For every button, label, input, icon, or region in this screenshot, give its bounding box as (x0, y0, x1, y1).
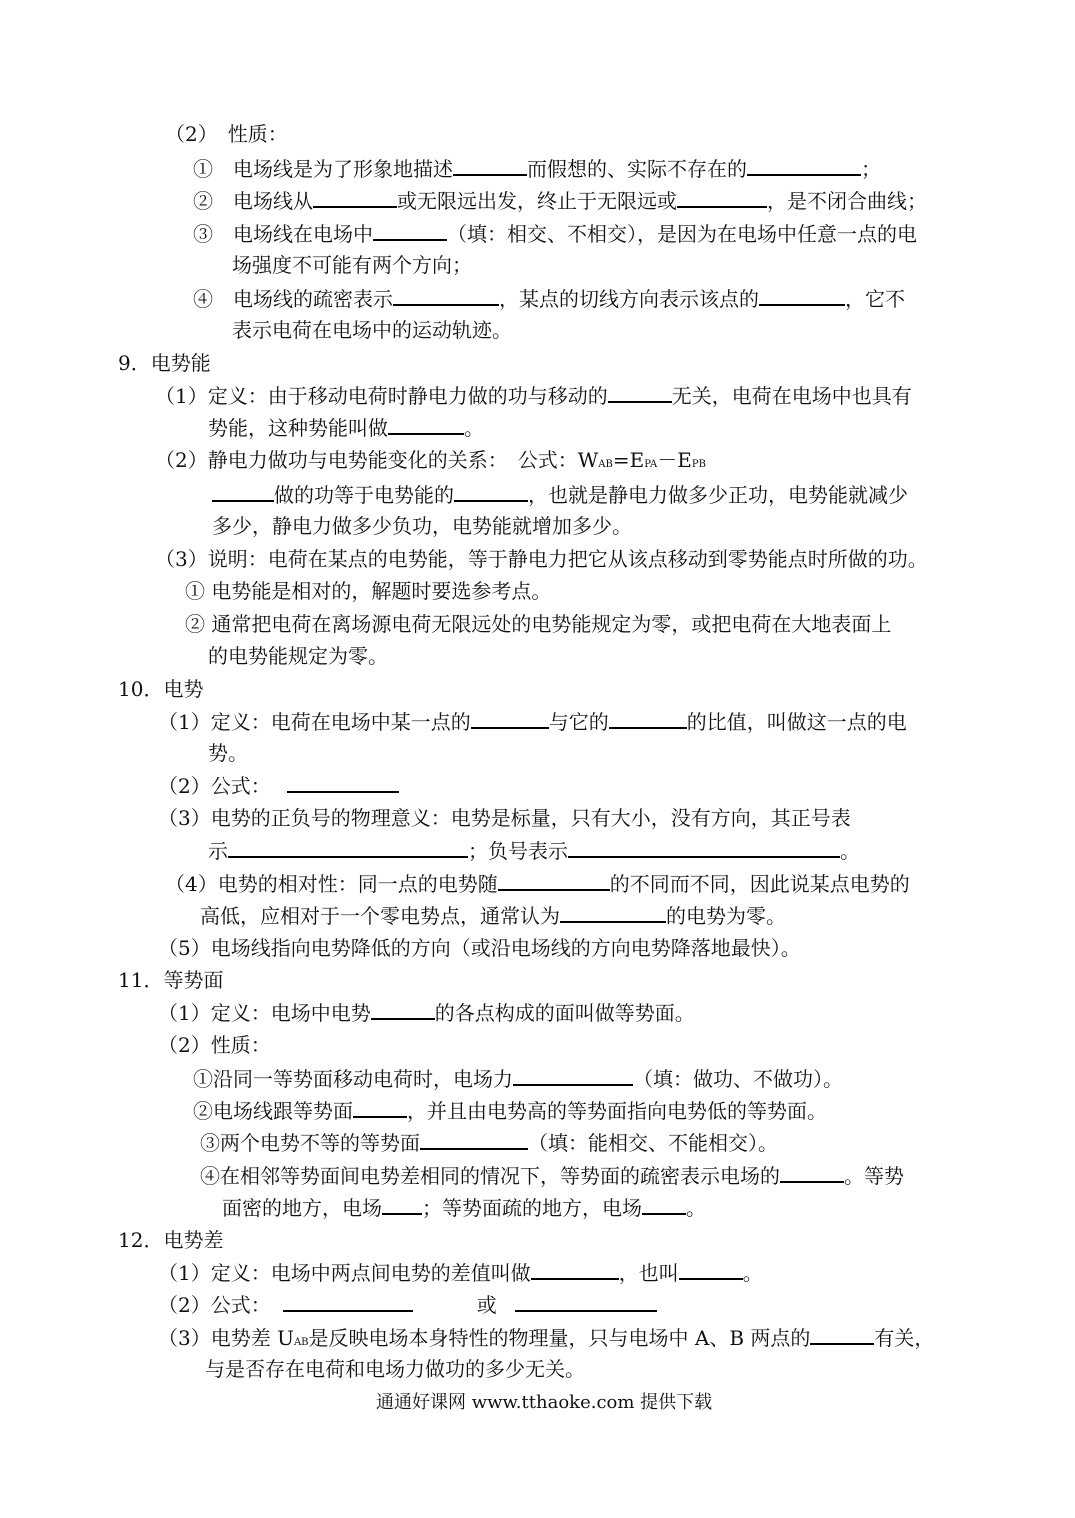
blank (212, 480, 274, 502)
s8-item-3: ③ 电场线在电场中 （填：相交、不相交），是因为在电场中任意一点的电 (193, 219, 917, 247)
s9-note-item-2: ② 通常把电荷在离场源电荷无限远处的电势能规定为零，或把电荷在大地表面上 (185, 612, 892, 636)
s12-title: 12．电势差 (118, 1228, 224, 1252)
footer-text: 通通好课网 www.tthaoke.com 提供下载 (376, 1392, 713, 1413)
blank (420, 1128, 528, 1150)
s10-sign-meaning-cont: 示 ；负号表示 。 (208, 836, 860, 864)
blank (531, 1258, 619, 1280)
s11-item-3: ③两个电势不等的等势面 （填：能相交、不能相交）。 (200, 1128, 778, 1156)
s8-item-4: ④ 电场线的疏密表示 ，某点的切线方向表示该点的 ，它不 (193, 284, 905, 312)
s10-def: （1）定义：电荷在电场中某一点的 与它的 的比值，叫做这一点的电 (158, 707, 907, 735)
s11-item-4: ④在相邻等势面间电势差相同的情况下，等势面的疏密表示电场的 。等势 (200, 1161, 904, 1189)
s9-work-text-cont: 多少，静电力做多少负功，电势能就增加多少。 (212, 514, 632, 538)
blank (568, 836, 840, 858)
blank (679, 1258, 743, 1280)
blank (283, 1290, 413, 1312)
blank (780, 1161, 844, 1183)
s11-properties: （2）性质： (158, 1033, 271, 1057)
s8-item-3-cont: 场强度不可能有两个方向； (232, 253, 472, 277)
blank (677, 186, 767, 208)
blank (747, 154, 861, 176)
blank (453, 154, 527, 176)
blank (515, 1290, 657, 1312)
s9-def-cont: 势能，这种势能叫做 。 (208, 413, 484, 441)
blank (608, 381, 672, 403)
blank (373, 219, 447, 241)
blank (393, 284, 499, 306)
s9-title: 9．电势能 (118, 351, 211, 375)
blank (353, 1096, 407, 1118)
blank (287, 771, 399, 793)
s12-property-cont: 与是否存在电荷和电场力做功的多少无关。 (205, 1357, 585, 1381)
s10-formula: （2）公式： (158, 771, 399, 799)
s9-work-text: 做的功等于电势能的 ，也就是静电力做多少正功，电势能就减少 (212, 480, 908, 508)
s11-item-2: ②电场线跟等势面 ，并且由电势高的等势面指向电势低的等势面。 (193, 1096, 827, 1124)
s10-relativity: （4）电势的相对性：同一点的电势随 的不同而不同，因此说某点电势的 (165, 869, 910, 897)
s9-note-item-1: ① 电势能是相对的，解题时要选参考点。 (185, 579, 552, 603)
blank (609, 707, 687, 729)
s10-field-line: （5）电场线指向电势降低的方向（或沿电场线的方向电势降落地最快）。 (158, 936, 801, 960)
s11-def: （1）定义：电场中电势 的各点构成的面叫做等势面。 (158, 998, 695, 1026)
s8-item-1: ① 电场线是为了形象地描述 而假想的、实际不存在的 ； (193, 154, 881, 182)
s8-item-2: ② 电场线从 或无限远出发，终止于无限远或 ，是不闭合曲线； (193, 186, 927, 214)
s10-def-cont: 势。 (208, 741, 248, 765)
s10-sign-meaning: （3）电势的正负号的物理意义：电势是标量，只有大小，没有方向，其正号表 (158, 806, 851, 830)
s9-note: （3）说明：电荷在某点的电势能，等于静电力把它从该点移动到零势能点时所做的功。 (155, 547, 928, 571)
blank (642, 1193, 686, 1215)
blank (498, 869, 610, 891)
blank (759, 284, 845, 306)
s11-item-4-cont: 面密的地方，电场 ；等势面疏的地方，电场 。 (222, 1193, 706, 1221)
s10-relativity-cont: 高低，应相对于一个零电势点，通常认为 的电势为零。 (200, 901, 786, 929)
s12-def: （1）定义：电场中两点间电势的差值叫做 ，也叫 。 (158, 1258, 763, 1286)
blank (388, 413, 464, 435)
blank (454, 480, 528, 502)
s9-def: （1）定义：由于移动电荷时静电力做的功与移动的 无关，电荷在电场中也具有 (155, 381, 912, 409)
s11-item-1: ①沿同一等势面移动电荷时，电场力 （填：做功、不做功）。 (193, 1064, 843, 1092)
s10-title: 10．电势 (118, 677, 204, 701)
blank (371, 998, 435, 1020)
s9-work-relation: （2）静电力做功与电势能变化的关系： 公式：WAB=EPA－EPB (155, 448, 706, 472)
blank (471, 707, 549, 729)
s9-note-item-2-cont: 的电势能规定为零。 (208, 644, 388, 668)
blank (313, 186, 397, 208)
blank (228, 836, 468, 858)
blank (560, 901, 666, 923)
s8-item-4-cont: 表示电荷在电场中的运动轨迹。 (232, 318, 512, 342)
s12-formula: （2）公式： 或 (158, 1290, 657, 1318)
blank (382, 1193, 422, 1215)
s8-properties-heading: （2） 性质： (165, 122, 288, 146)
blank (810, 1323, 874, 1345)
blank (513, 1064, 633, 1086)
s12-property: （3）电势差 UAB是反映电场本身特性的物理量，只与电场中 A、B 两点的 有关， (158, 1323, 934, 1351)
s11-title: 11．等势面 (118, 968, 224, 992)
